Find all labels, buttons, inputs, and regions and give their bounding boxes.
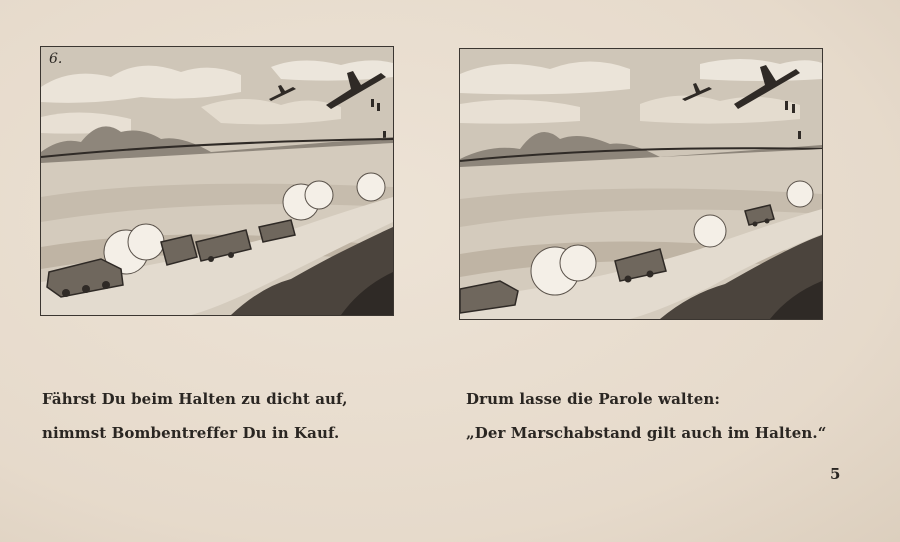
illustration-left bbox=[40, 46, 394, 316]
illustration-right-drawing bbox=[460, 49, 822, 319]
verse-left-line-1: Fährst Du beim Halten zu dicht auf, bbox=[42, 390, 348, 408]
page-number: 5 bbox=[830, 465, 841, 483]
verse-left-line-2: nimmst Bombentreffer Du in Kauf. bbox=[42, 424, 340, 442]
verse-right bbox=[466, 382, 826, 450]
illustration-right bbox=[459, 48, 823, 320]
verse-right-line-1: Drum lasse die Parole walten: bbox=[466, 390, 721, 408]
illustration-number: 6. bbox=[49, 51, 63, 67]
verse-right-line-2: „Der Marschabstand gilt auch im Halten.“ bbox=[466, 424, 827, 442]
illustration-left-drawing bbox=[41, 47, 393, 315]
verse-left bbox=[42, 382, 348, 450]
